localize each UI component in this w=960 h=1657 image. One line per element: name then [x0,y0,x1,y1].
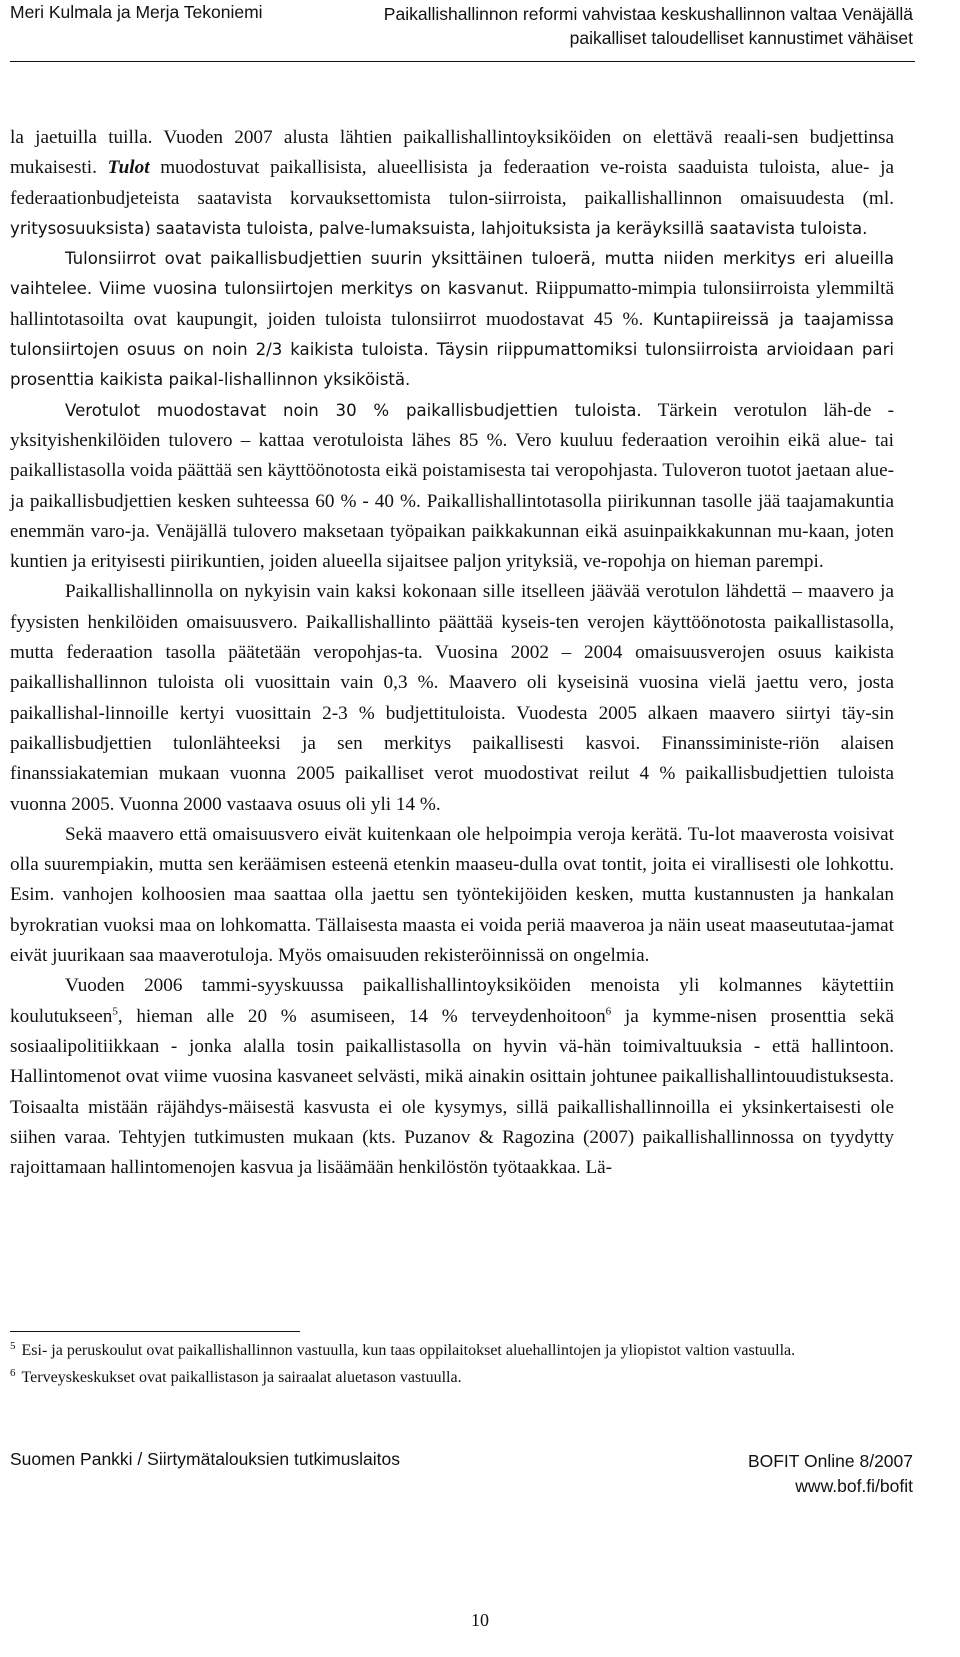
footer-series: BOFIT Online 8/2007 [747,1451,913,1471]
paragraph-4: Paikallishallinnolla on nykyisin vain kaksi kokonaan sille itselleen jäävää verotulon lähdettä – maavero ja fyysisten henkilöiden omaisuusvero. Paikallishallinto päättää kyseis-ten verojen käyttöönotosta paikallistasolla, mutta federaation tasolla päätetään veropohjas-ta. Vuosina 2002 – 2004 omaisuusverojen osuus kaikista paikallishallinnon tuloista oli vuosittain vain 0,3 %. Maavero oli kyseisinä vuosina vielä jaettu vero, josta paikallishal-linnoille kertyi vuosittain 2-3 % budjettituloista. Vuodesta 2005 alkaen maavero siirtyi täy-sin paikallisbudjettien tulonlähteeksi ja sen merkitys paikallisesti kasvoi. Finanssiministe-riön alaisen finanssiakatemian mukaan vuonna 2005 paikalliset verot muodostivat reilut 4 % paikallisbudjettien tuloista vuonna 2005. Vuonna 2000 vastaava osuus oli yli 14 %. [10,581,894,815]
footnote-ref-5[interactable]: 5 [112,1005,118,1018]
footnote-5: $^5$ Esi- ja peruskoulut ovat paikallishallinnon vastuulla, kun taas oppilaitokset aluehallintojen ja yliopistot valtion vastuulla. [10,1339,796,1359]
footnote-6: $^6$ Terveyskeskukset ovat paikallistason ja sairaalat aluetason vastuulla. [10,1366,462,1386]
header-title-line1: Paikallishallinnon reformi vahvistaa keskushallinnon valtaa Venäjällä [383,4,913,24]
header-title-line2: paikalliset taloudelliset kannustimet vähäiset [569,28,913,48]
paragraph-6: Vuoden 2006 tammi-syyskuussa paikallishallintoyksiköiden menoista yli kolmannes käytettiin koulutukseen$^5$, hieman alle 20 % asumiseen, 14 % terveydenhoitoon$^6$ ja kymme-nisen prosenttia sekä sosiaalipolitiikkaan - jonka alalla tosin paikallistasolla on hyvin vä-hän toimivaltuuksia - että hallintoon. Hallintomenot ovat viime vuosina kasvaneet selvästi, mikä ainakin osittain johtunee paikallishallintouudistuksesta. Toisaalta mistään räjähdys-mäisestä kasvusta ei ole kysymys, sillä paikallishallinnoilla ei yksinkertaisesti ole siihen varaa. Tehtyjen tutkimusten mukaan (kts. Puzanov & Ragozina (2007) paikallishallinnossa on tyydytty rajoittamaan hallintomenojen kasvua ja lisäämään henkilöstön työtaakkaa. Lä- [10,975,894,1179]
footnotes [10,1340,894,1394]
paragraph-3: Verotulot muodostavat noin 30 % paikallisbudjettien tuloista. Tärkein verotulon läh-de - yksityishenkilöiden tulovero – kattaa verotuloista lähes 85 %. Vero kuuluu federaation veroihin eikä alue- tai paikallistasolla voida päättää sen käyttöönotosta eikä poistamisesta tai veropohjasta. Tuloveron tuotot jaetaan alue- ja paikallisbudjettien kesken suhteessa 60 % - 40 %. Paikallishallintotasolla piirikunnan tasolle jää taajamakuntia enemmän varo-ja. Venäjällä tulovero maksetaan työpaikan paikkakunnan eikä asuinpaikkakunnan mu-kaan, joten kuntien ja erityisesti piirikuntien, joiden alueella sijaitsee paljon yrityksiä, ve-ropohja on hieman parempi. [10,399,894,573]
paragraph-1: la jaetuilla tuilla. Vuoden 2007 alusta lähtien paikallishallintoyksiköiden on elettävä reaali-sen budjettinsa mukaisesti. Tulot muodostuvat paikallisista, alueellisista ja federaation ve-roista saaduista tuloista, alue- ja federaationbudjeteista saatavista korvauksettomista tulon-siirroista, paikallishallinnon omaisuudesta (ml. yritysosuuksista) saatavista tuloista, palve-lumaksuista, lahjoituksista ja keräyksillä saatavista tuloista. [10,127,894,238]
header-rule [10,61,915,62]
footnote-separator [10,1331,300,1332]
header-title [384,2,913,50]
header-authors: Meri Kulmala ja Merja Tekoniemi [10,2,263,22]
footer-url[interactable]: www.bof.fi/bofit [795,1476,913,1496]
footer-publication [748,1449,913,1499]
page-number: 10 [471,1610,489,1630]
emphasis-tulot: Tulot [107,157,150,179]
body-text [10,123,894,1183]
footer-institution: Suomen Pankki / Siirtymätalouksien tutkimuslaitos [10,1449,401,1469]
paragraph-2: Tulonsiirrot ovat paikallisbudjettien suurin yksittäinen tuloerä, mutta niiden merkitys eri alueilla vaihtelee. Viime vuosina tulonsiirtojen merkitys on kasvanut. Riippumatto-mimpia tulonsiirroista ylemmiltä hallintotasoilta ovat kaupungit, joiden tuloista tulonsiirrot muodostavat 45 %. Kuntapiireissä ja taajamissa tulonsiirtojen osuus on noin 2/3 kaikista tuloista. Täysin riippumattomiksi tulonsiirroista arvioidaan pari prosenttia kaikista paikal-lishallinnon yksiköistä. [10,249,894,390]
footnote-ref-6[interactable]: 6 [605,1005,612,1018]
paragraph-5: Sekä maavero että omaisuusvero eivät kuitenkaan ole helpoimpia veroja kerätä. Tu-lot maaverosta voisivat olla suurempiakin, mutta sen keräämisen esteenä etenkin maaseu-dulla ovat tontit, joita ei virallisesti ole lohkottu. Esim. vanhojen kolhoosien maa saattaa olla jaettu sen työntekijöiden kesken, mutta kustannusten ja hankalan byrokratian vuoksi maa on lohkomatta. Tällaisesta maasta ei voida periä maaveroa ja näin useat maaseututaa-jamat eivät juurikaan saa maaverotuloja. Myös omaisuuden rekisteröinnissä on ongelmia. [10,823,894,967]
